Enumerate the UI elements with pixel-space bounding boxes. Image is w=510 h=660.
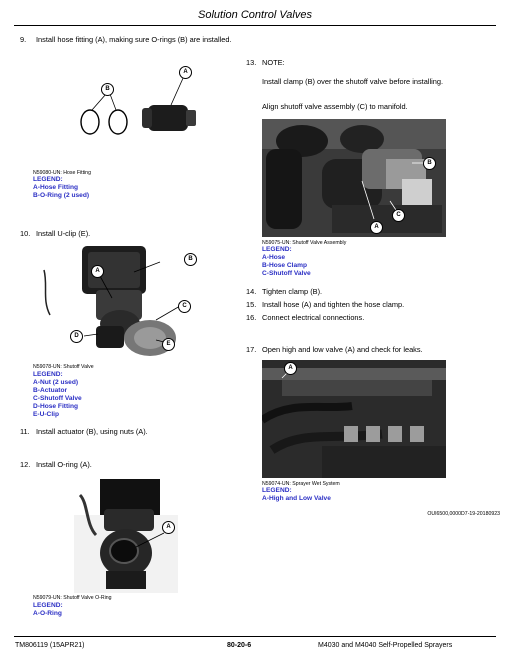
legend-item: C-Shutoff Valve [33, 395, 82, 402]
legend-item: C-Shutoff Valve [262, 270, 311, 277]
callout-e: E [162, 338, 175, 351]
legend-title: LEGEND: [33, 371, 63, 378]
figure-legend [262, 246, 311, 278]
o-ring-photo [74, 475, 178, 593]
step-text: Tighten clamp (B). [262, 287, 323, 296]
step-13-note: Install clamp (B) over the shutoff valve before installing. [262, 77, 444, 86]
legend-item: D-Hose Fitting [33, 403, 79, 410]
callout-c: C [178, 300, 191, 313]
callout-a: A [284, 362, 297, 375]
footer-page-number: 80-20-6 [227, 642, 252, 649]
figure-legend [33, 371, 82, 419]
step-9 [20, 35, 232, 44]
step-number: 17. [246, 345, 257, 354]
step-text: Install actuator (B), using nuts (A). [36, 427, 148, 436]
step-text: NOTE: [262, 58, 285, 67]
footer-rule [14, 636, 496, 637]
step-13-align: Align shutoff valve assembly (C) to manifold. [262, 102, 408, 111]
figure-legend [262, 487, 331, 503]
shutoff-valve-figure [36, 240, 206, 362]
step-number: 16. [246, 313, 257, 322]
figure-caption: N59074-UN: Sprayer Wet System [262, 481, 340, 487]
step-14 [246, 287, 322, 296]
hose-fitting-figure [36, 50, 206, 165]
callout-d: D [70, 330, 83, 343]
legend-title: LEGEND: [33, 602, 63, 609]
page-title: Solution Control Valves [198, 9, 312, 21]
footer-manual-title: M4030 and M4040 Self-Propelled Sprayers [318, 642, 453, 649]
callout-a: A [179, 66, 192, 79]
legend-item: B-Actuator [33, 387, 68, 394]
figure-legend [33, 176, 89, 200]
step-number: 9. [20, 35, 27, 44]
step-number: 12. [20, 460, 31, 469]
shutoff-valve-assembly-figure [262, 119, 446, 237]
callout-b: B [184, 253, 197, 266]
o-ring-figure [74, 475, 178, 593]
step-text: Install U-clip (E). [36, 229, 91, 238]
step-number: 14. [246, 287, 257, 296]
step-number: 13. [246, 58, 257, 67]
step-number: 11. [20, 427, 30, 436]
legend-item: A-Hose [262, 254, 286, 261]
legend-title: LEGEND: [33, 176, 63, 183]
legend-item: A-O-Ring [33, 610, 62, 617]
figure-caption: N59078-UN: Shutoff Valve [33, 364, 94, 370]
step-text: Install hose fitting (A), making sure O-rings (B) are installed. [36, 35, 232, 44]
callout-b: B [101, 83, 114, 96]
step-12 [20, 460, 92, 469]
step-15 [246, 300, 404, 309]
step-number: 10. [20, 229, 31, 238]
legend-item: B-O-Ring (2 used) [33, 192, 90, 199]
legend-item: A-Hose Fitting [33, 184, 79, 191]
figure-caption: N59080-UN: Hose Fitting [33, 170, 91, 176]
legend-item: A-High and Low Valve [262, 495, 331, 502]
step-11 [20, 427, 148, 436]
figure-caption: N59075-UN: Shutoff Valve Assembly [262, 240, 347, 246]
step-10 [20, 229, 90, 238]
step-17 [246, 345, 423, 354]
figure-caption: N59079-UN: Shutoff Valve O-Ring [33, 595, 112, 601]
step-text: Open high and low valve (A) and check for leaks. [262, 345, 423, 354]
legend-item: E-U-Clip [33, 411, 60, 418]
callout-c: C [392, 209, 405, 222]
figure-legend [33, 602, 63, 618]
sprayer-wet-system-figure [262, 360, 446, 478]
step-text: Install O-ring (A). [36, 460, 92, 469]
step-13 [246, 58, 285, 67]
footer-doc-number: TM806119 (15APR21) [15, 642, 85, 649]
legend-item: A-Nut (2 used) [33, 379, 79, 386]
callout-a: A [370, 221, 383, 234]
step-number: 15. [246, 300, 257, 309]
step-text: Install hose (A) and tighten the hose clamp. [262, 300, 405, 309]
step-16 [246, 313, 364, 322]
callout-a: A [91, 265, 104, 278]
sprayer-wet-system-photo [262, 360, 446, 478]
header-rule [14, 25, 496, 26]
legend-title: LEGEND: [262, 487, 292, 494]
legend-item: B-Hose Clamp [262, 262, 308, 269]
legend-title: LEGEND: [262, 246, 292, 253]
callout-b: B [423, 157, 436, 170]
callout-a: A [162, 521, 175, 534]
document-id: OUI6500,0000D7-19-20180923 [427, 511, 500, 517]
shutoff-valve-assembly-photo [262, 119, 446, 237]
step-text: Connect electrical connections. [262, 313, 365, 322]
